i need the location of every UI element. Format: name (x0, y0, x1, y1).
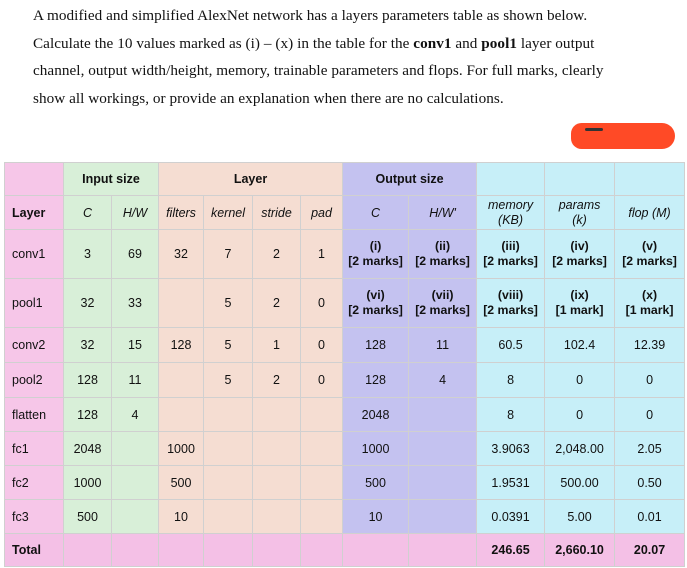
group-header-blank-params (545, 163, 615, 196)
cell-stride: 2 (253, 230, 301, 279)
label-vi: (vi) (366, 288, 385, 302)
table-row-total (5, 534, 685, 567)
cell-in-c: 3 (64, 230, 112, 279)
cell-filters (159, 363, 204, 398)
cell-memory: 60.5 (477, 328, 545, 363)
cell-total-label: Total (5, 534, 64, 567)
cell-in-c: 32 (64, 279, 112, 328)
col-header-c: C (64, 196, 112, 230)
cell-total-blank (409, 534, 477, 567)
col-header-flop: flop (M) (615, 196, 685, 230)
cell-memory: 1.9531 (477, 466, 545, 500)
cell-params: 500.00 (545, 466, 615, 500)
cell-out-c: 128 (343, 328, 409, 363)
cell-out-hw (409, 432, 477, 466)
cell-pad (301, 432, 343, 466)
cell-in-c: 128 (64, 363, 112, 398)
cell-stride (253, 432, 301, 466)
cell-out-c (343, 230, 409, 279)
cell-params: 0 (545, 398, 615, 432)
marks-i: [2 marks] (348, 254, 403, 268)
cell-pad (301, 500, 343, 534)
cell-in-hw: 69 (112, 230, 159, 279)
cell-kernel: 5 (204, 328, 253, 363)
cell-kernel (204, 398, 253, 432)
cell-in-c: 500 (64, 500, 112, 534)
cell-out-c: 128 (343, 363, 409, 398)
group-header-input: Input size (64, 163, 159, 196)
cell-flop: 0.50 (615, 466, 685, 500)
marks-vi: [2 marks] (348, 303, 403, 317)
cell-total-blank (112, 534, 159, 567)
marks-v: [2 marks] (622, 254, 677, 268)
cell-layer: fc3 (5, 500, 64, 534)
cell-in-hw: 33 (112, 279, 159, 328)
cell-out-c: 1000 (343, 432, 409, 466)
cell-in-hw: 4 (112, 398, 159, 432)
group-header-blank-memory (477, 163, 545, 196)
cell-layer: pool1 (5, 279, 64, 328)
cell-stride: 2 (253, 279, 301, 328)
col-header-params-unit: (k) (572, 212, 587, 227)
question-line-2-start: Calculate the 10 values marked as (i) – (x) in the table for the (33, 34, 414, 52)
table-row-fc3 (5, 500, 685, 534)
col-header-memory-label: memory (487, 197, 534, 212)
cell-memory (477, 230, 545, 279)
table-row-fc1 (5, 432, 685, 466)
column-header-row (5, 196, 685, 230)
cell-kernel (204, 500, 253, 534)
cell-kernel: 7 (204, 230, 253, 279)
cell-memory: 3.9063 (477, 432, 545, 466)
cell-layer: flatten (5, 398, 64, 432)
cell-stride: 2 (253, 363, 301, 398)
group-header-blank (5, 163, 64, 196)
cell-out-hw: 11 (409, 328, 477, 363)
cell-flop: 2.05 (615, 432, 685, 466)
question-line-2-and: and (451, 34, 482, 52)
cell-filters: 1000 (159, 432, 204, 466)
group-header-row (5, 163, 685, 196)
question-line-1: A modified and simplified AlexNet network has a layers parameters table as shown below. (33, 7, 588, 24)
cell-total-params: 2,660.10 (545, 534, 615, 567)
cell-flop: 0.01 (615, 500, 685, 534)
cell-in-hw (112, 432, 159, 466)
cell-out-hw (409, 466, 477, 500)
cell-stride (253, 466, 301, 500)
cell-filters: 32 (159, 230, 204, 279)
label-ii: (ii) (435, 239, 451, 253)
marks-ii: [2 marks] (415, 254, 470, 268)
cell-total-blank (343, 534, 409, 567)
label-viii: (viii) (497, 288, 524, 302)
table-row-conv2 (5, 328, 685, 363)
cell-filters (159, 398, 204, 432)
cell-in-hw: 11 (112, 363, 159, 398)
col-header-params (545, 196, 615, 230)
cell-total-blank (301, 534, 343, 567)
cell-total-memory: 246.65 (477, 534, 545, 567)
redaction-mark (571, 123, 675, 149)
cell-pad: 1 (301, 230, 343, 279)
cell-out-hw (409, 279, 477, 328)
table-row-pool2 (5, 363, 685, 398)
label-i: (i) (369, 239, 382, 253)
cell-layer: pool2 (5, 363, 64, 398)
cell-filters: 500 (159, 466, 204, 500)
col-header-out-hw: H/W' (409, 196, 477, 230)
label-iv: (iv) (570, 239, 589, 253)
cell-filters (159, 279, 204, 328)
cell-total-blank (204, 534, 253, 567)
group-header-blank-flop (615, 163, 685, 196)
cell-flop: 12.39 (615, 328, 685, 363)
cell-out-c: 500 (343, 466, 409, 500)
cell-filters: 10 (159, 500, 204, 534)
label-iii: (iii) (501, 239, 520, 253)
col-header-params-label: params (558, 197, 601, 212)
cell-flop: 0 (615, 363, 685, 398)
question-line-2-end: layer output (516, 34, 595, 52)
marks-viii: [2 marks] (483, 303, 538, 317)
layers-parameters-table (4, 162, 685, 567)
cell-in-hw: 15 (112, 328, 159, 363)
cell-pad: 0 (301, 363, 343, 398)
col-header-pad: pad (301, 196, 343, 230)
question-text (33, 2, 663, 112)
group-header-output: Output size (343, 163, 477, 196)
col-header-kernel: kernel (204, 196, 253, 230)
table-row-pool1 (5, 279, 685, 328)
col-header-filters: filters (159, 196, 204, 230)
col-header-memory (477, 196, 545, 230)
cell-total-blank (159, 534, 204, 567)
cell-layer: fc1 (5, 432, 64, 466)
cell-out-hw (409, 500, 477, 534)
cell-pad (301, 466, 343, 500)
cell-in-hw (112, 500, 159, 534)
question-line-3: channel, output width/height, memory, trainable parameters and flops. For full marks, clearly (33, 62, 604, 79)
cell-out-c: 10 (343, 500, 409, 534)
cell-kernel (204, 432, 253, 466)
conv1-emphasis: conv1 (413, 34, 452, 52)
cell-flop: 0 (615, 398, 685, 432)
marks-ix: [1 mark] (555, 303, 604, 317)
cell-kernel: 5 (204, 279, 253, 328)
cell-in-c: 2048 (64, 432, 112, 466)
cell-params: 5.00 (545, 500, 615, 534)
cell-in-hw (112, 466, 159, 500)
redaction-underlay (585, 128, 603, 131)
cell-layer: fc2 (5, 466, 64, 500)
cell-stride: 1 (253, 328, 301, 363)
cell-total-flop: 20.07 (615, 534, 685, 567)
cell-memory: 8 (477, 398, 545, 432)
cell-filters: 128 (159, 328, 204, 363)
label-x: (x) (642, 288, 658, 302)
pool1-emphasis: pool1 (481, 34, 517, 52)
cell-kernel (204, 466, 253, 500)
marks-x: [1 mark] (625, 303, 674, 317)
question-line-2 (33, 30, 663, 58)
cell-out-c (343, 279, 409, 328)
table-row-flatten (5, 398, 685, 432)
cell-out-hw (409, 398, 477, 432)
cell-in-c: 128 (64, 398, 112, 432)
cell-kernel: 5 (204, 363, 253, 398)
label-v: (v) (642, 239, 658, 253)
cell-out-hw (409, 230, 477, 279)
cell-out-c: 2048 (343, 398, 409, 432)
question-line-4: show all workings, or provide an explanation when there are no calculations. (33, 89, 504, 107)
cell-pad (301, 398, 343, 432)
cell-flop (615, 230, 685, 279)
cell-pad: 0 (301, 279, 343, 328)
marks-iv: [2 marks] (552, 254, 607, 268)
col-header-stride: stride (253, 196, 301, 230)
cell-params (545, 279, 615, 328)
cell-total-blank (64, 534, 112, 567)
cell-params: 2,048.00 (545, 432, 615, 466)
col-header-memory-unit: (KB) (498, 212, 524, 227)
cell-in-c: 32 (64, 328, 112, 363)
table-row-conv1 (5, 230, 685, 279)
cell-flop (615, 279, 685, 328)
label-ix: (ix) (570, 288, 589, 302)
col-header-layer: Layer (5, 196, 64, 230)
marks-vii: [2 marks] (415, 303, 470, 317)
cell-stride (253, 398, 301, 432)
col-header-out-c: C (343, 196, 409, 230)
cell-memory: 0.0391 (477, 500, 545, 534)
cell-memory (477, 279, 545, 328)
cell-memory: 8 (477, 363, 545, 398)
cell-params: 0 (545, 363, 615, 398)
cell-in-c: 1000 (64, 466, 112, 500)
label-vii: (vii) (431, 288, 454, 302)
cell-total-blank (253, 534, 301, 567)
cell-out-hw: 4 (409, 363, 477, 398)
cell-pad: 0 (301, 328, 343, 363)
col-header-hw: H/W (112, 196, 159, 230)
cell-layer: conv2 (5, 328, 64, 363)
cell-stride (253, 500, 301, 534)
cell-layer: conv1 (5, 230, 64, 279)
marks-iii: [2 marks] (483, 254, 538, 268)
cell-params (545, 230, 615, 279)
table-row-fc2 (5, 466, 685, 500)
group-header-layer: Layer (159, 163, 343, 196)
cell-params: 102.4 (545, 328, 615, 363)
